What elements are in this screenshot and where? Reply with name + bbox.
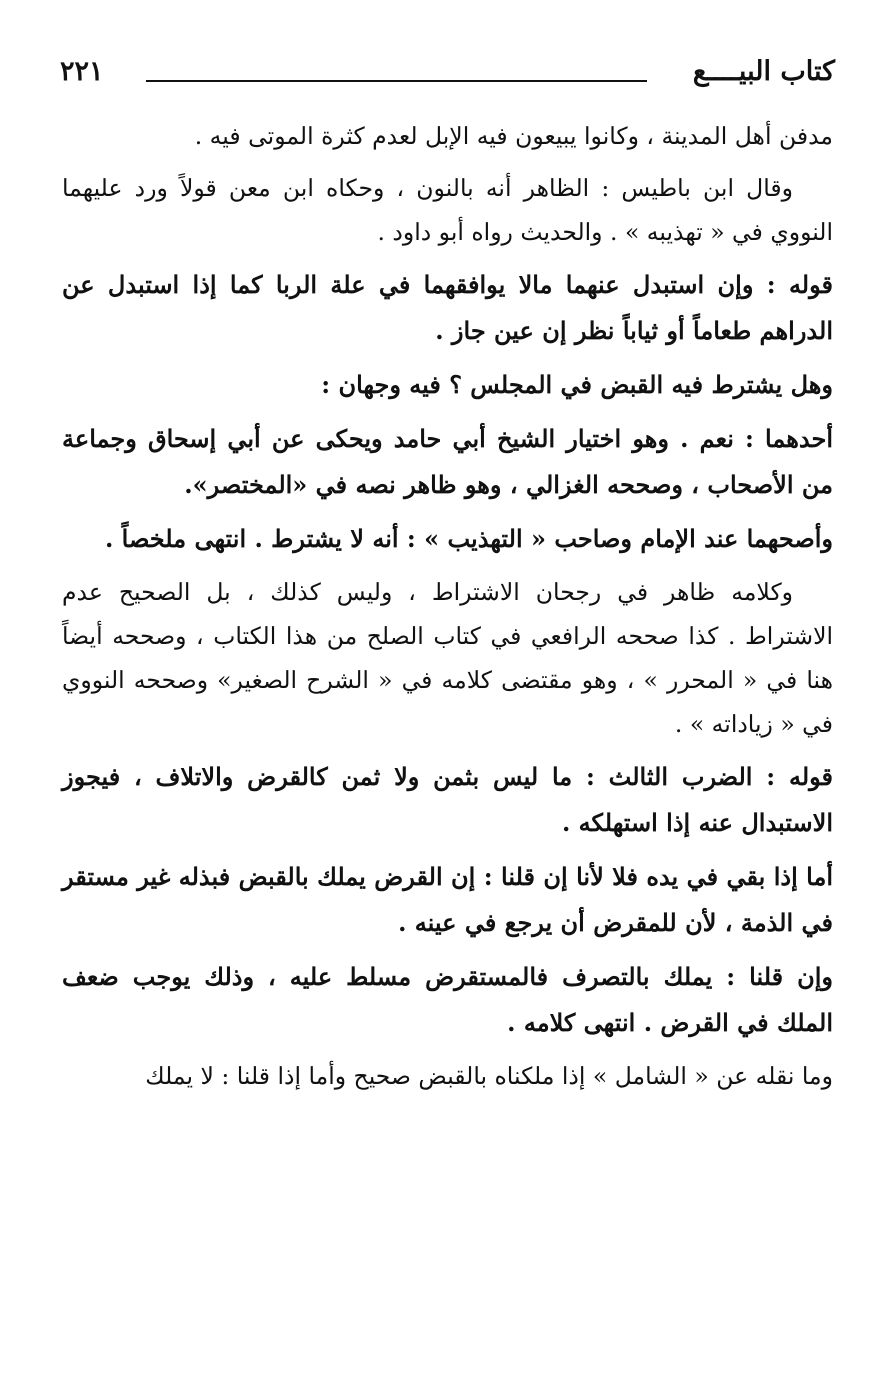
paragraph: وما نقله عن « الشامل » إذا ملكناه بالقبض صحيح وأما إذا قلنا : لا يملك	[145, 1062, 833, 1090]
page-body	[62, 114, 833, 1106]
paragraph: وكلامه ظاهر في رجحان الاشتراط ، وليس كذلك ، بل الصحيح عدم الاشتراط . كذا صححه الرافعي في كتاب الصلح من هذا الكتاب ، وصححه أيضاً هنا في « المحرر » ، وهو مقتضى كلامه في « الشرح الصغير» وصححه النووي في « زياداته » .	[62, 578, 833, 738]
paragraph: أما إذا بقي في يده فلا لأنا إن قلنا : إن القرض يملك بالقبض فبذله غير مستقر في الذمة ، لأن للمقرض أن يرجع في عينه .	[62, 862, 833, 937]
paragraph: قوله : الضرب الثالث : ما ليس بثمن ولا ثمن كالقرض والاتلاف ، فيجوز الاستبدال عنه إذا استهلكه .	[62, 762, 833, 837]
running-title: كتاب البيــــع	[692, 56, 835, 87]
paragraph: وقال ابن باطيس : الظاهر أنه بالنون ، وحكاه ابن معن قولاً ورد عليهما النووي في « تهذيبه » . والحديث رواه أبو داود .	[62, 174, 833, 246]
paragraph: وإن قلنا : يملك بالتصرف فالمستقرض مسلط عليه ، وذلك يوجب ضعف الملك في القرض . انتهى كلامه .	[62, 962, 833, 1037]
paragraph: مدفن أهل المدينة ، وكانوا يبيعون فيه الإبل لعدم كثرة الموتى فيه .	[194, 122, 833, 150]
paragraph: وهل يشترط فيه القبض في المجلس ؟ فيه وجهان :	[321, 370, 833, 399]
header-rule	[146, 80, 647, 82]
page-header	[60, 52, 835, 102]
paragraph: قوله : وإن استبدل عنهما مالا يوافقهما في علة الربا كما إذا استبدل عن الدراهم طعاماً أو ثياباً نظر إن عين جاز .	[62, 270, 833, 345]
page-number: ٢٢١	[60, 56, 104, 87]
paragraph: أحدهما : نعم . وهو اختيار الشيخ أبي حامد ويحكى عن أبي إسحاق وجماعة من الأصحاب ، وصححه الغزالي ، وهو ظاهر نصه في «المختصر».	[62, 424, 833, 499]
paragraph: وأصحهما عند الإمام وصاحب « التهذيب » : أنه لا يشترط . انتهى ملخصاً .	[104, 524, 833, 553]
